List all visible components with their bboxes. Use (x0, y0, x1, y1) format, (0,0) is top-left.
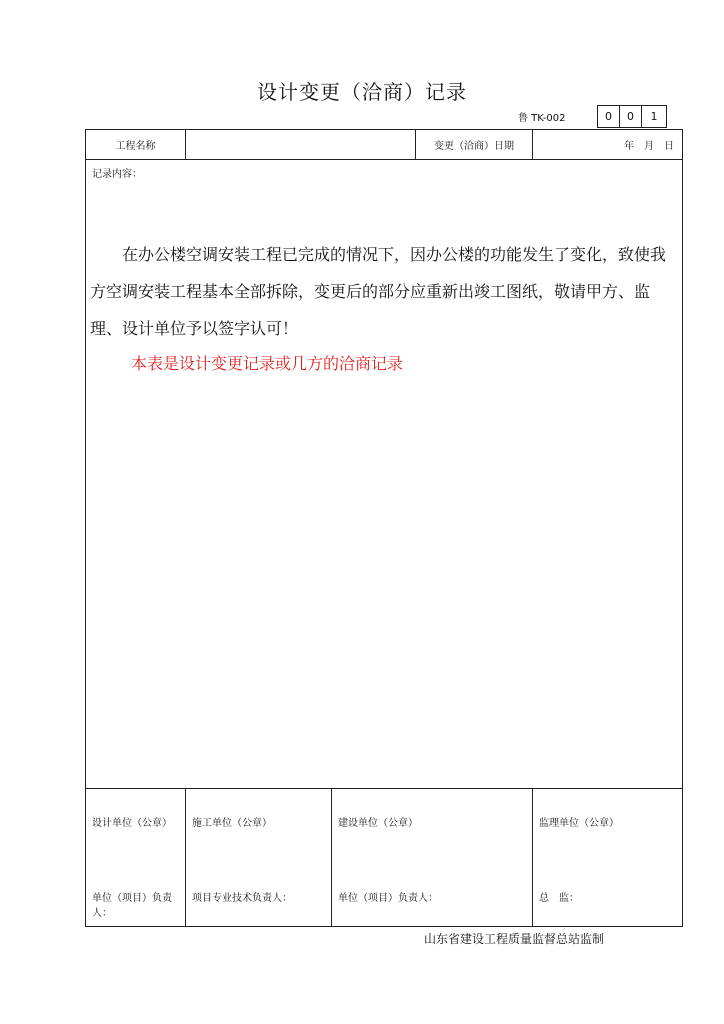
doc-code: 鲁 TK-002 (518, 113, 566, 124)
signature-cell-construction[interactable] (186, 789, 332, 927)
header-row (86, 130, 683, 160)
project-name-field[interactable] (186, 130, 416, 160)
construction-unit-label: 施工单位（公章） (192, 818, 272, 829)
change-date-label: 变更（洽商）日期 (416, 130, 533, 160)
design-unit-label: 设计单位（公章） (92, 818, 172, 829)
footer-issuer: 山东省建设工程质量监督总站监制 (424, 932, 605, 946)
serial-number-boxes (597, 105, 667, 128)
signature-cell-owner[interactable] (332, 789, 533, 927)
record-content-cell[interactable] (86, 160, 683, 789)
construction-person-label: 项目专业技术负责人： (192, 893, 292, 904)
red-note-text: 本表是设计变更记录或几方的洽商记录 (131, 354, 404, 373)
page-title: 设计变更（洽商）记录 (257, 80, 467, 104)
supervision-unit-label: 监理单位（公章） (539, 818, 620, 829)
signature-cell-supervision[interactable] (533, 789, 683, 927)
project-name-label: 工程名称 (86, 130, 186, 160)
supervision-person-label: 总 监： (539, 893, 580, 904)
record-content-body: 在办公楼空调安装工程已完成的情况下，因办公楼的功能发生了变化，致使我方空调安装工程基本全部拆除，变更后的部分应重新出竣工图纸，敬请甲方、监理、设计单位予以签字认可！ (90, 245, 667, 338)
design-person-label: 单位（项目）负责人： (92, 893, 172, 919)
record-content-label: 记录内容： (92, 169, 142, 180)
content-row (86, 160, 683, 789)
change-date-field[interactable]: 年 月 日 (533, 130, 683, 160)
owner-unit-label: 建设单位（公章） (338, 818, 418, 829)
signature-cell-design[interactable] (86, 789, 186, 927)
serial-digit: 0 (598, 106, 620, 127)
serial-digit: 0 (620, 106, 642, 127)
owner-person-label: 单位（项目）负责人： (338, 893, 438, 904)
change-record-form (85, 129, 683, 927)
serial-digit: 1 (650, 110, 658, 123)
signature-row (86, 789, 683, 927)
